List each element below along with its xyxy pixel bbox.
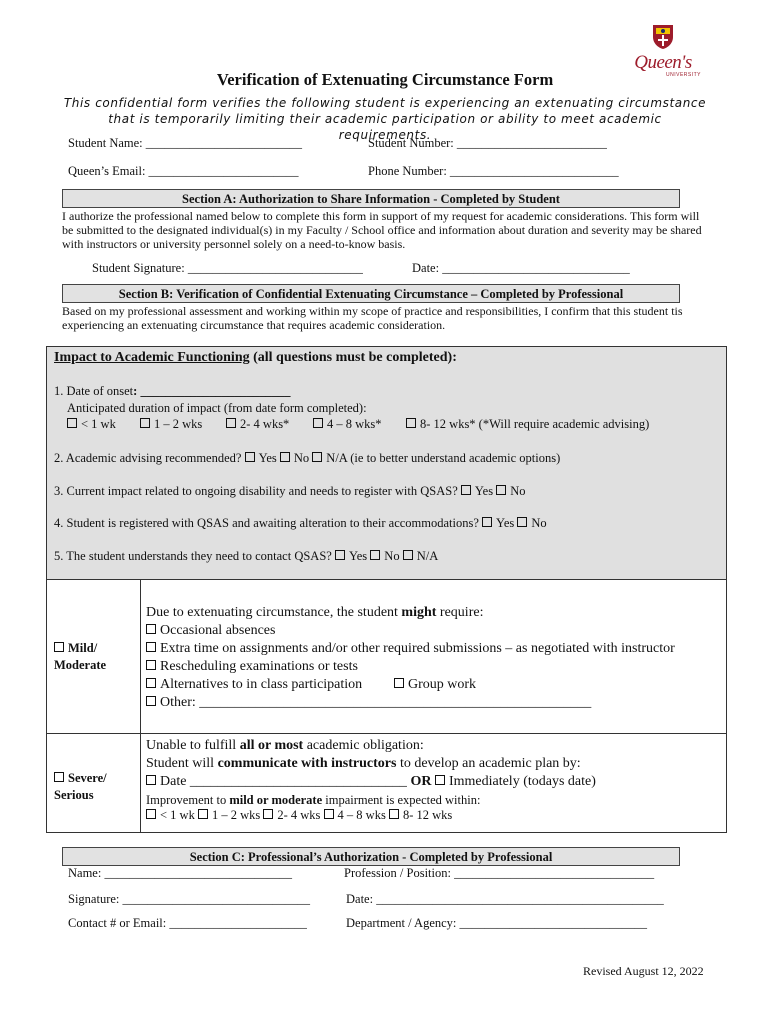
mild-label: Mild/ (68, 641, 98, 655)
checkbox[interactable] (517, 517, 527, 527)
checkbox[interactable] (146, 642, 156, 652)
option-label: Yes (474, 484, 494, 498)
q3-label: 3. Current impact related to ongoing disability and needs to register with QSAS? (54, 484, 458, 498)
checkbox[interactable] (324, 809, 334, 819)
mild-item-alternatives[interactable] (146, 676, 362, 694)
duration-label: 4 – 8 wks* (327, 417, 382, 431)
checkbox[interactable] (482, 517, 492, 527)
impact-title (54, 350, 457, 366)
checkbox[interactable] (461, 485, 471, 495)
question-5 (54, 549, 438, 564)
phone-number-field[interactable]: Phone Number: ___________________________ (368, 164, 619, 178)
lead-emphasis: might (401, 605, 437, 620)
date-label: Date _______________________________ (160, 774, 407, 789)
q1-blank: : ________________________ (133, 384, 291, 398)
option-label: N/A (416, 549, 439, 563)
text: academic obligation: (303, 738, 424, 753)
mild-item-other[interactable] (146, 694, 591, 712)
checkbox[interactable] (146, 775, 156, 785)
option-label: N/A (ie to better understand academic options) (326, 451, 561, 465)
immediately-label: Immediately (todays date) (448, 774, 596, 789)
mild-item-absences[interactable] (146, 622, 275, 640)
mild-item-rescheduling[interactable] (146, 658, 358, 676)
checkbox[interactable] (198, 809, 208, 819)
logo-subtitle: UNIVERSITY (666, 72, 702, 78)
item-label: Rescheduling examinations or tests (160, 659, 358, 674)
improvement-durations (146, 807, 452, 823)
queens-email-field[interactable]: Queen’s Email: ________________________ (68, 164, 299, 178)
duration-label: 8- 12 wks* (*Will require academic advising) (420, 417, 650, 431)
improvement-text (146, 792, 480, 808)
duration-option-2[interactable] (140, 417, 202, 432)
serious-label: Serious (54, 788, 94, 802)
option-label: Yes (496, 516, 515, 530)
text: Improvement to (146, 793, 230, 807)
professional-signature-field[interactable]: Signature: ______________________________ (68, 892, 311, 906)
severe-date-option[interactable] (146, 773, 596, 791)
item-label: Occasional absences (160, 623, 276, 638)
moderate-label: Moderate (54, 658, 107, 672)
checkbox[interactable] (226, 418, 236, 428)
question-3 (54, 484, 525, 499)
section-c-title: Section C: Professional’s Authorization - Completed by Professional (62, 847, 680, 866)
logo-wordmark: Queen's (634, 52, 692, 73)
section-a-text: I authorize the professional named below to complete this form in support of my request for academic considerations. This form will be submitted to the designated individual(s) in my Faculty / School office and information about duration and severity may be shared with instructors or university personnel solely on a need-to-know basis. (62, 209, 702, 251)
checkbox[interactable] (146, 678, 156, 688)
form-title: Verification of Extenuating Circumstance Form (216, 70, 554, 89)
profession-position-field[interactable]: Profession / Position: ________________________________ (344, 866, 655, 880)
emphasis: all or most (239, 738, 304, 753)
text: impairment is expected within: (322, 793, 481, 807)
severe-line-1 (146, 737, 424, 755)
table-divider (46, 733, 727, 734)
checkbox[interactable] (54, 772, 64, 782)
option-label: Yes (258, 451, 277, 465)
revised-date: Revised August 12, 2022 (583, 964, 704, 978)
impact-title-rest: (all questions must be completed): (249, 350, 457, 365)
table-divider (140, 579, 141, 833)
q2-label: 2. Academic advising recommended? (54, 451, 242, 465)
severe-line-2 (146, 755, 581, 773)
checkbox[interactable] (406, 418, 416, 428)
checkbox[interactable] (146, 696, 156, 706)
question-2 (54, 451, 560, 466)
student-signature-field[interactable]: Student Signature: ____________________________ (92, 261, 363, 275)
student-name-field[interactable]: Student Name: _________________________ (68, 136, 303, 150)
intro-text: This confidential form verifies the following student is experiencing an extenuating circumstance that is temporarily limiting their academic participation or ability to meet academic requirements. (63, 96, 707, 142)
item-label: Extra time on assignments and/or other required submissions – as negotiated with instructor (160, 641, 675, 656)
checkbox[interactable] (54, 642, 64, 652)
checkbox[interactable] (146, 809, 156, 819)
lead-text: Due to extenuating circumstance, the student (146, 605, 402, 620)
duration-label: 1 – 2 wks (154, 417, 203, 431)
checkbox[interactable] (245, 452, 255, 462)
duration-subtitle: Anticipated duration of impact (from date form completed): (67, 401, 367, 415)
duration-label: < 1 wk (81, 417, 116, 431)
section-b-title: Section B: Verification of Confidential Extenuating Circumstance – Completed by Professional (62, 284, 680, 303)
severe-label: Severe/ (68, 771, 107, 785)
duration-option-1[interactable] (67, 417, 116, 432)
mild-item-extra-time[interactable] (146, 640, 675, 658)
or-text: OR (410, 774, 432, 789)
q5-label: 5. The student understands they need to contact QSAS? (54, 549, 332, 563)
mild-lead-text (146, 604, 483, 622)
checkbox[interactable] (146, 624, 156, 634)
impact-title-underlined: Impact to Academic Functioning (54, 350, 250, 365)
contact-field[interactable]: Contact # or Email: ______________________ (68, 916, 307, 930)
duration-label: < 1 wk (160, 808, 195, 822)
duration-label: 2- 4 wks* (240, 417, 290, 431)
checkbox[interactable] (335, 550, 345, 560)
text: Unable to fulfill (146, 738, 240, 753)
crest-icon (652, 24, 674, 50)
section-b-text: Based on my professional assessment and working within my scope of practice and responsibilities, I confirm that this student tis experiencing an extenuating circumstance that requires academic consideration. (62, 304, 683, 332)
department-agency-field[interactable]: Department / Agency: ______________________________ (346, 916, 648, 930)
duration-option-3[interactable] (226, 417, 289, 432)
text: Student will (146, 756, 218, 771)
student-date-field[interactable]: Date: ______________________________ (412, 261, 630, 275)
professional-name-field[interactable]: Name: ______________________________ (68, 866, 292, 880)
checkbox[interactable] (140, 418, 150, 428)
checkbox[interactable] (67, 418, 77, 428)
mild-moderate-option[interactable] (54, 640, 106, 674)
option-label: No (531, 516, 547, 530)
duration-option-4[interactable] (313, 417, 382, 432)
q4-label: 4. Student is registered with QSAS and awaiting alteration to their accommodations? (54, 516, 479, 530)
item-label: Other: ________________________________________________________ (160, 695, 592, 710)
checkbox[interactable] (394, 678, 404, 688)
onset-date-field[interactable] (54, 384, 290, 399)
duration-label: 1 – 2 wks (211, 808, 261, 822)
checkbox[interactable] (312, 452, 322, 462)
q1-label: 1. Date of onset (54, 384, 134, 398)
option-label: No (384, 549, 400, 563)
professional-date-field[interactable]: Date: ______________________________________________ (346, 892, 664, 906)
mild-item-group-work[interactable] (394, 676, 476, 694)
emphasis: communicate with instructors (217, 756, 397, 771)
checkbox[interactable] (146, 660, 156, 670)
item-label: Group work (408, 677, 477, 692)
severe-serious-option[interactable] (54, 770, 107, 804)
checkbox[interactable] (389, 809, 399, 819)
checkbox[interactable] (403, 550, 413, 560)
text: to develop an academic plan by: (396, 756, 581, 771)
lead-text: require: (436, 605, 484, 620)
option-label: No (510, 484, 526, 498)
checkbox[interactable] (435, 775, 445, 785)
duration-option-5[interactable] (406, 417, 649, 432)
duration-label: 4 – 8 wks (337, 808, 386, 822)
item-label: Alternatives to in class participation (160, 677, 363, 692)
option-label: Yes (348, 549, 368, 563)
emphasis: mild or moderate (229, 793, 323, 807)
question-4 (54, 516, 547, 531)
checkbox[interactable] (263, 809, 273, 819)
duration-label: 8- 12 wks (402, 808, 453, 822)
duration-label: 2- 4 wks (277, 808, 321, 822)
checkbox[interactable] (370, 550, 380, 560)
checkbox[interactable] (496, 485, 506, 495)
option-label: No (293, 451, 310, 465)
student-number-field[interactable]: Student Number: ________________________ (368, 136, 607, 150)
checkbox[interactable] (313, 418, 323, 428)
section-a-title: Section A: Authorization to Share Information - Completed by Student (62, 189, 680, 208)
checkbox[interactable] (280, 452, 290, 462)
